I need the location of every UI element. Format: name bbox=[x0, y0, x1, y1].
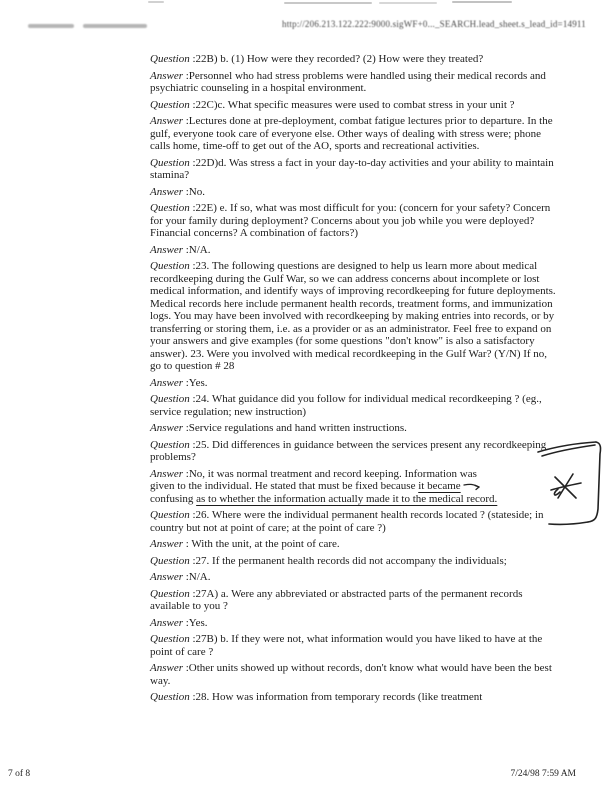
question-paragraph: Question :28. How was information from temporary records (like treatment bbox=[150, 691, 483, 703]
qa-label: Answer bbox=[150, 467, 183, 480]
answer-paragraph: Answer :Yes. bbox=[150, 616, 208, 629]
qa-transcript bbox=[150, 53, 557, 708]
answer-text: given to the individual. He stated that must be fixed because bbox=[150, 480, 419, 492]
header-url: http://206.213.122.222:9000.sigWF+0..._SEARCH.lead_sheet.s_lead_id=14911 bbox=[282, 19, 586, 29]
question-paragraph: Question :22E) e. If so, what was most difficult for you: (concern for your safety? Concern for your family during deployment? Concerns about you job while you were deployed? Financial concerns? A combination of factors?) bbox=[150, 202, 551, 239]
answer-block bbox=[150, 377, 557, 390]
question-paragraph: Question :26. Where were the individual permanent health records located ? (stateside; in country but not at point of care; at the point of care ?) bbox=[150, 509, 544, 534]
qa-label: Answer bbox=[150, 538, 183, 550]
qa-label: Question bbox=[150, 53, 190, 65]
answer-line bbox=[150, 493, 557, 506]
answer-block bbox=[150, 70, 557, 95]
answer-paragraph: Answer :Other units showed up without records, don't know what would have been the best way. bbox=[150, 662, 552, 687]
question-paragraph: Question :24. What guidance did you follow for individual medical recordkeeping ? (eg., service regulation; new instruction) bbox=[150, 393, 542, 418]
qa-label: Answer bbox=[150, 616, 183, 629]
answer-paragraph: Answer :Service regulations and hand written instructions. bbox=[150, 422, 407, 434]
qa-label: Question bbox=[150, 393, 190, 405]
answer-paragraph: Answer :N/A. bbox=[150, 243, 211, 256]
scan-artifact bbox=[148, 1, 164, 3]
answer-text: No, it was normal treatment and record keeping. Information was bbox=[188, 467, 477, 480]
answer-block bbox=[150, 617, 557, 630]
answer-line bbox=[150, 480, 557, 493]
qa-label: Question bbox=[150, 260, 190, 272]
question-paragraph: Question :25. Did differences in guidance between the services present any recordkeeping problems? bbox=[150, 438, 547, 463]
answer-block bbox=[150, 186, 557, 199]
underlined-text: it became bbox=[418, 480, 461, 492]
qa-label: Answer bbox=[150, 376, 183, 389]
answer-block bbox=[150, 468, 557, 506]
qa-label: Answer bbox=[150, 115, 183, 127]
print-timestamp: 7/24/98 7:59 AM bbox=[510, 769, 576, 779]
question-paragraph: Question :27B) b. If they were not, what information would you have liked to have at the point of care ? bbox=[150, 633, 543, 658]
qa-label: Question bbox=[150, 98, 190, 111]
answer-text: confusing bbox=[150, 492, 197, 505]
answer-paragraph: Answer :No. bbox=[150, 185, 205, 198]
answer-line: Answer :No, it was normal treatment and record keeping. Information was bbox=[150, 467, 477, 480]
answer-block bbox=[150, 422, 557, 435]
qa-label: Question bbox=[150, 587, 190, 600]
answer-paragraph: Answer :N/A. bbox=[150, 571, 211, 583]
qa-label: Question bbox=[150, 438, 190, 451]
answer-block bbox=[150, 244, 557, 257]
scan-artifact bbox=[452, 1, 512, 3]
answer-paragraph bbox=[150, 468, 557, 506]
question-paragraph: Question :22B) b. (1) How were they recorded? (2) How were they treated? bbox=[150, 53, 484, 65]
qa-label: Question bbox=[150, 509, 190, 521]
answer-block bbox=[150, 662, 557, 687]
answer-block bbox=[150, 115, 557, 153]
question-paragraph: Question :27. If the permanent health records did not accompany the individuals; bbox=[150, 554, 507, 567]
faded-text-smudge bbox=[28, 24, 74, 28]
scan-artifact bbox=[379, 2, 437, 4]
underlined-text: as to whether the information actually made it to the medical record. bbox=[196, 492, 498, 505]
handwritten-arrow-icon bbox=[463, 481, 483, 491]
scan-artifact bbox=[284, 2, 372, 4]
qa-label: Question bbox=[150, 156, 190, 169]
qa-label: Question bbox=[150, 633, 190, 645]
qa-label: Question bbox=[150, 691, 190, 703]
answer-paragraph: Answer :Personnel who had stress problems were handled using their medical records and psychiatric counseling in a hospital environment. bbox=[150, 69, 546, 94]
qa-label: Answer bbox=[150, 69, 183, 82]
answer-block bbox=[150, 538, 557, 551]
faded-text-smudge bbox=[83, 24, 147, 28]
question-paragraph: Question :27A) a. Were any abbreviated or abstracted parts of the permanent records available to you ? bbox=[150, 587, 523, 612]
answer-paragraph: Answer :Yes. bbox=[150, 376, 208, 389]
qa-label: Question bbox=[150, 202, 190, 214]
question-paragraph: Question :22D)d. Was stress a fact in your day-to-day activities and your ability to maintain stamina? bbox=[150, 156, 554, 181]
header-left-faded-text bbox=[28, 24, 147, 28]
qa-label: Answer bbox=[150, 185, 183, 198]
answer-paragraph: Answer :Lectures done at pre-deployment, combat fatigue lectures prior to departure. In the gulf, everyone took care of everyone else. Other ways of dealing with stress were; phone calls home, time-off to get out of the AO, sports and recreational activities. bbox=[150, 115, 553, 152]
qa-label: Answer bbox=[150, 422, 183, 434]
qa-label: Answer bbox=[150, 243, 183, 256]
qa-label: Question bbox=[150, 554, 190, 567]
question-paragraph: Question :23. The following questions are designed to help us learn more about medical recordkeeping during the Gulf War, so we can address concerns about incomplete or lost medical information, and identify ways of improving recordkeeping for future deployments. Medical records here include permanent health records, treatment forms, and immunization logs. You may have been involved with recordkeeping by making entries into records, or by transferring or storing them, i.e. as a provider or as an administrator. Feel free to expand on your answers and give examples (for some questions "don't know" is also a satisfactory answer). 23. Were you involved with medical recordkeeping in the Gulf War? (Y/N) If no, go to question # 28 bbox=[150, 260, 556, 372]
question-paragraph: Question :22C)c. What specific measures were used to combat stress in your unit ? bbox=[150, 98, 515, 111]
page-number: 7 of 8 bbox=[8, 769, 31, 779]
answer-block bbox=[150, 571, 557, 584]
answer-paragraph: Answer : With the unit, at the point of care. bbox=[150, 538, 340, 550]
qa-label: Answer bbox=[150, 662, 183, 674]
qa-label: Answer bbox=[150, 571, 183, 583]
